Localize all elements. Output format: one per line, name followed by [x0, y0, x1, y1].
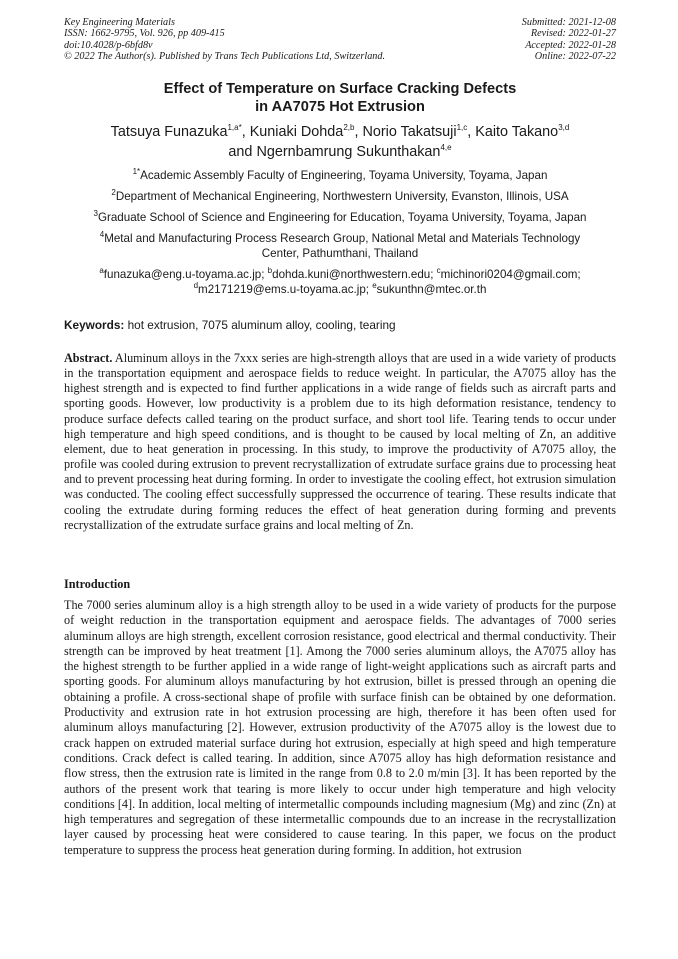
keywords: [64, 318, 616, 333]
email-sup: d: [193, 281, 199, 291]
submitted-date: Submitted: 2021-12-08: [521, 17, 616, 28]
emails: [64, 267, 616, 297]
aff-text-cont: Center, Pathumthani, Thailand: [261, 247, 419, 260]
author-sup: 1,c: [456, 123, 468, 133]
email-d[interactable]: m2171219@ems.u-toyama.ac.jp;: [198, 283, 373, 296]
author-name: Tatsuya Funazuka: [110, 124, 228, 140]
journal-header-left: [64, 17, 444, 63]
doi-line[interactable]: doi:10.4028/p-6bfd8v: [64, 39, 153, 51]
accepted-date: Accepted: 2022-01-28: [525, 39, 616, 51]
aff-text: Metal and Manufacturing Process Research Group, National Metal and Materials Technology: [104, 232, 581, 245]
affiliations: [64, 168, 616, 297]
author-sup: 3,d: [558, 123, 570, 133]
title-line-1: Effect of Temperature on Surface Cracking Defects: [163, 81, 517, 97]
author-line-2: [64, 142, 616, 162]
aff-text: Academic Assembly Faculty of Engineering, Toyama University, Toyama, Japan: [140, 169, 548, 182]
affiliation-2: [64, 189, 616, 204]
author-line-1: Tatsuya Funazuka$^{1,a*}$, Kuniaki Dohda$^{2,b}$, Norio Takatsuji$^{1,c}$, Kaito Takano$^{3,d}$: [110, 123, 570, 140]
author-name: Kaito Takano: [475, 124, 559, 140]
aff-sup: 2: [111, 188, 116, 198]
aff-text: Graduate School of Science and Engineering for Education, Toyama University, Toyama, Japan: [97, 211, 587, 224]
aff-sup: 4: [99, 230, 105, 240]
keywords-label: Keywords:: [64, 318, 125, 332]
email-sup: a: [99, 266, 104, 276]
author-list: [64, 122, 616, 162]
abstract-text: Aluminum alloys in the 7xxx series are high-strength alloys that are used in a wide variety of products in the transportation equipment and aerospace fields to reduce weight. In particular, the A7075 alloy has the highest strength and is expected to find further applications in a wide range of fields such as aircraft parts and sporting goods. However, low productivity is a problem due to its high deformation resistance, tendency to produce surface defects called tearing on the product surface, and short tool life. Tearing tends to occur under high temperature and high speed conditions, and is thought to be caused by local melting of Zn, an additive element, due to heat generation in processing. In this study, to improve the productivity of A7075 alloy, the profile was cooled during extrusion to prevent recrystallization of extrudate surface grains due to processing heat and to prevent processing heat during forming. In order to investigate the cooling effect, hot extrusion simulation was conducted. The cooling effect successfully suppressed the occurrence of tearing. These results indicate that cooling the extrudate during forming reduces the effect of heat generation during forming and prevents recrystallization of the extrudate surface grains and local melting of Zn.: [64, 351, 616, 532]
title-line-2: in AA7075 Hot Extrusion: [255, 99, 425, 115]
author-name: Norio Takatsuji: [362, 124, 457, 140]
author-sup: 2,b: [343, 123, 355, 133]
email-a[interactable]: funazuka@eng.u-toyama.ac.jp;: [103, 268, 268, 281]
author-joiner: and: [228, 144, 257, 160]
copyright-line: © 2022 The Author(s). Published by Trans Tech Publications Ltd, Switzerland.: [64, 51, 386, 63]
author-sup: 4,e: [440, 143, 452, 153]
email-sup: e: [372, 281, 377, 291]
abstract-label: Abstract.: [64, 351, 113, 365]
email-c[interactable]: michinori0204@gmail.com;: [440, 268, 581, 281]
introduction-heading: Introduction: [64, 577, 131, 591]
aff-sup: 1*: [132, 167, 141, 177]
email-e[interactable]: sukunthn@mtec.or.th: [376, 283, 487, 296]
author-name: Ngernbamrung Sukunthakan: [256, 144, 441, 160]
keywords-text: hot extrusion, 7075 aluminum alloy, cooling, tearing: [124, 318, 396, 332]
aff-sup: 3: [93, 209, 98, 219]
affiliation-1: [64, 168, 616, 183]
journal-name: Key Engineering Materials: [64, 17, 175, 28]
online-date: Online: 2022-07-22: [534, 51, 616, 63]
introduction-text: The 7000 series aluminum alloy is a high strength alloy to be used in a wide variety of products for the purpose of weight reduction in the transportation equipment and aerospace fields. The advantages of 7000 series aluminum alloys are high strength, excellent corrosion resistance, good electrical and thermal conductivity. Their strength can be improved by heat treatment [1]. Among the 7000 series aluminum alloys, the A7075 alloy has the highest strength to be further applied in a wide range of light-weight applications such as aircraft parts and sporting goods. For aluminum alloys manufacturing by hot extrusion, billet is pressed through an opening die obtaining a profile. A cross-sectional shape of profile with surface finish can be obtained by one deformation. Productivity and extrusion rate in hot extrusion processing are high, therefore it has been often used for aluminum alloys manufacturing [2]. However, extrusion productivity of the A7075 alloy is the lowest due to crack happen on extruded material surface during hot extrusion, especially at high speed and high temperature conditions. Crack defect is called tearing. In addition, since A7075 alloy has high deformation resistance and flow stress, then the extrusion rate is limited in the range from 0.8 to 2.0 m/min [3]. It has been reported by the authors of the present work that tearing is more likely to occur under high temperature and high velocity conditions [4]. In addition, local melting of intermetallic compounds including magnesium (Mg) and zinc (Zn) at high temperatures and segregation of these intermetallic compounds due to an increase in the recrystallization layer caused by processing heat were considered to cause tearing. In this paper, we focus on the product temperature to suppress the process heat generation during forming. In addition, hot extrusion: [64, 598, 616, 857]
author-name: Kuniaki Dohda: [249, 124, 344, 140]
revised-date: Revised: 2022-01-27: [530, 28, 616, 40]
author-sup: 1,a*: [227, 123, 242, 133]
aff-text: Department of Mechanical Engineering, Northwestern University, Evanston, Illinois, USA: [115, 190, 569, 203]
email-sup: c: [436, 266, 441, 276]
abstract: [64, 351, 616, 533]
affiliation-4: [64, 231, 616, 261]
issn-line: ISSN: 1662-9795, Vol. 926, pp 409-415: [64, 28, 225, 40]
email-b[interactable]: dohda.kuni@northwestern.edu;: [272, 268, 437, 281]
email-sup: b: [267, 266, 273, 276]
paper-title: [64, 80, 616, 116]
journal-header-right: [416, 17, 616, 63]
affiliation-3: [64, 210, 616, 225]
